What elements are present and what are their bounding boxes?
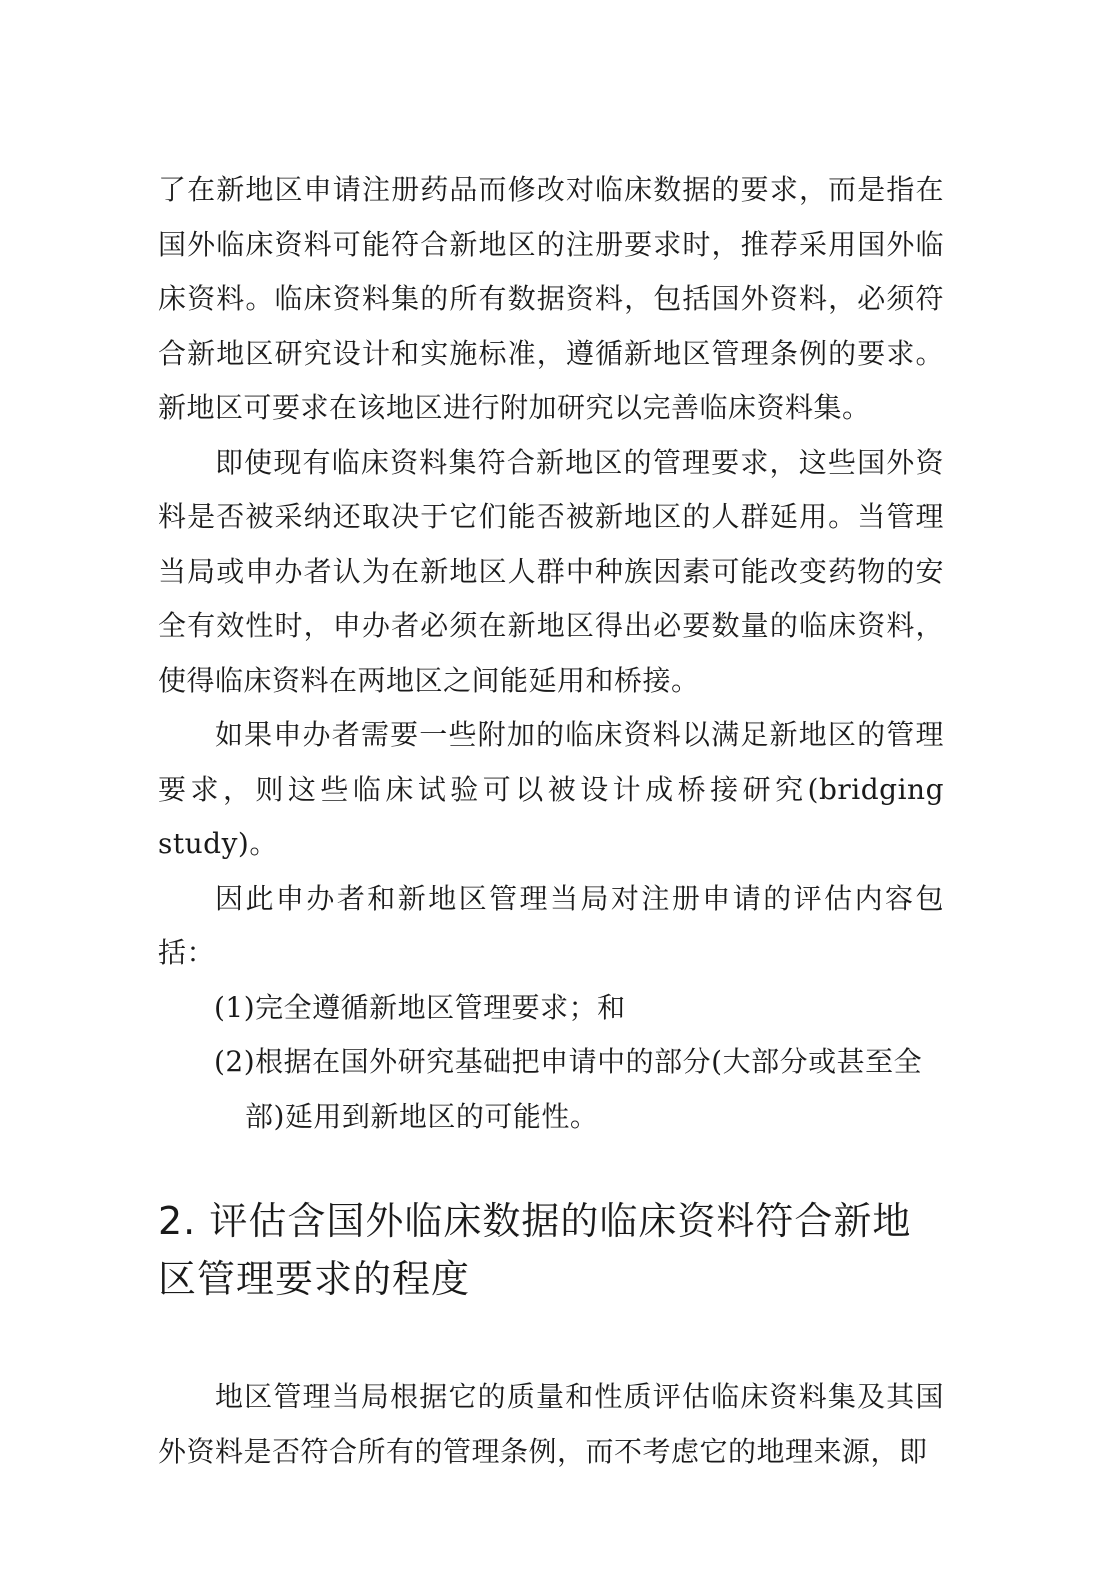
paragraph-bridging-study: 如果申办者需要一些附加的临床资料以满足新地区的管理要求，则这些临床试验可以被设计成桥接研究(bridging study)。 xyxy=(158,718,944,860)
section-heading: 2. 评估含国外临床数据的临床资料符合新地区管理要求的程度 xyxy=(158,1199,912,1301)
list-item-2: (2)根据在国外研究基础把申请中的部分(大部分或甚至全部)延用到新地区的可能性。 xyxy=(214,1045,923,1133)
paragraph-evaluation-intro: 因此申办者和新地区管理当局对注册申请的评估内容包括： xyxy=(158,881,944,969)
paragraph-extrapolation: 即使现有临床资料集符合新地区的管理要求，这些国外资料是否被采纳还取决于它们能否被新地区的人群延用。当管理当局或申办者认为在新地区人群中种族因素可能改变药物的安全有效性时，申办者必须在新地区得出必要数量的临床资料，使得临床资料在两地区之间能延用和桥接。 xyxy=(158,445,944,697)
section-paragraph: 地区管理当局根据它的质量和性质评估临床资料集及其国外资料是否符合所有的管理条例，而不考虑它的地理来源，即 xyxy=(158,1380,944,1468)
document-page xyxy=(158,163,944,1479)
paragraph-continuation: 了在新地区申请注册药品而修改对临床数据的要求，而是指在国外临床资料可能符合新地区的注册要求时，推荐采用国外临床资料。临床资料集的所有数据资料，包括国外资料，必须符合新地区研究设计和实施标准，遵循新地区管理条例的要求。新地区可要求在该地区进行附加研究以完善临床资料集。 xyxy=(158,173,944,424)
list-item-1: (1)完全遵循新地区管理要求；和 xyxy=(214,990,626,1024)
